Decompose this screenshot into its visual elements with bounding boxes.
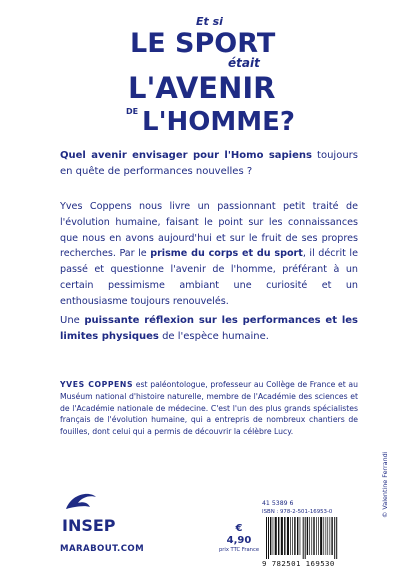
barcode-bar	[275, 517, 277, 555]
barcode-bar	[270, 517, 271, 555]
barcode-bar	[290, 517, 291, 555]
barcode-bar	[303, 517, 304, 559]
barcode-bar	[323, 517, 324, 555]
author-name: YVES COPPENS	[60, 380, 134, 389]
barcode-bar	[309, 517, 310, 555]
summary-bold: prisme du corps et du sport	[150, 248, 303, 260]
insep-logo	[60, 489, 120, 541]
barcode-bar	[311, 517, 312, 555]
barcode-bar	[307, 517, 308, 555]
highlight-text-1: Une	[60, 315, 85, 326]
barcode-bar	[320, 517, 322, 555]
isbn-number: ISBN : 978-2-501-16953-0	[262, 509, 333, 515]
barcode-bar	[334, 517, 335, 559]
barcode-bar	[294, 517, 295, 555]
barcode-digits: 9 782501 169530	[262, 559, 335, 568]
barcode-bar	[284, 517, 285, 555]
title-line-5a: DE	[126, 107, 139, 116]
price-block	[217, 523, 261, 554]
barcode-bar	[292, 517, 293, 555]
publisher-url: MARABOUT.COM	[60, 544, 145, 554]
barcode-bar	[297, 517, 298, 555]
price-amount: 4,90	[226, 535, 252, 546]
lead-rest: toujours en quête de performances nouvelles ?	[60, 150, 358, 177]
barcode-bar	[326, 517, 327, 555]
lead-paragraph	[60, 148, 358, 180]
barcode-bar	[331, 517, 332, 555]
barcode-bar	[327, 517, 328, 555]
price-currency: €	[235, 523, 243, 534]
barcode-bar	[281, 517, 283, 555]
barcode-bar	[278, 517, 279, 555]
reference-code: 41 5389 6	[262, 500, 294, 507]
barcode-bar	[318, 517, 319, 555]
barcode-bar	[305, 517, 306, 559]
title-lettering-logo	[118, 10, 298, 136]
author-bio	[60, 379, 358, 438]
lead-bold: Quel avenir envisager pour l'Homo sapiens	[60, 150, 312, 161]
price-note: prix TTC France	[218, 547, 260, 553]
summary-paragraph	[60, 199, 358, 310]
summary-text-2: , il décrit le passé et questionne l'avenir de l'homme, préférant à un certain pessimisme ambiant une curiosité et un enthousiasme toujours renouvelés.	[60, 248, 358, 307]
barcode-bar	[268, 517, 269, 559]
photo-credit: © Valentine Ferrandi	[381, 451, 389, 518]
insep-swoosh-icon	[66, 494, 96, 509]
barcode-bar	[316, 517, 317, 555]
title-line-2: LE SPORT	[130, 28, 276, 59]
title-line-3: était	[228, 56, 260, 70]
isbn-block	[262, 500, 372, 568]
highlight-paragraph	[60, 313, 358, 345]
barcode-bar	[336, 517, 337, 559]
summary-text-1: Yves Coppens nous livre un passionnant petit traité de l'évolution humaine, faisant le point sur les connaissances que nous en avons aujourd'hui et sur le fruit de ses propres recherches. Par le	[60, 201, 358, 260]
title-line-4: L'AVENIR	[128, 71, 276, 105]
barcode-image	[262, 517, 366, 559]
barcode-bar	[300, 517, 301, 555]
barcode-bar	[266, 517, 267, 559]
title-line-5b: L'HOMME?	[142, 107, 295, 136]
barcode-bar	[287, 517, 289, 555]
insep-wordmark: INSEP	[62, 516, 116, 535]
highlight-bold: puissante réflexion sur les performances et les limites physiques	[60, 315, 358, 342]
barcode-bar	[313, 517, 314, 555]
title-line-1: Et si	[196, 15, 223, 28]
author-bio-text: est paléontologue, professeur au Collège de France et au Muséum national d'histoire naturelle, membre de l'Académie des sciences et de l'Académie nationale de médecine. C'est l'un des plus grands spécialistes français de l'évolution humaine, qui a entrepris de nombreux chantiers de fouilles, dont celui qui a permis de découvrir la célèbre Lucy.	[60, 380, 358, 437]
barcode-bar	[330, 517, 331, 555]
barcode-bar	[273, 517, 274, 555]
highlight-text-2: de l'espèce humaine.	[158, 331, 269, 342]
